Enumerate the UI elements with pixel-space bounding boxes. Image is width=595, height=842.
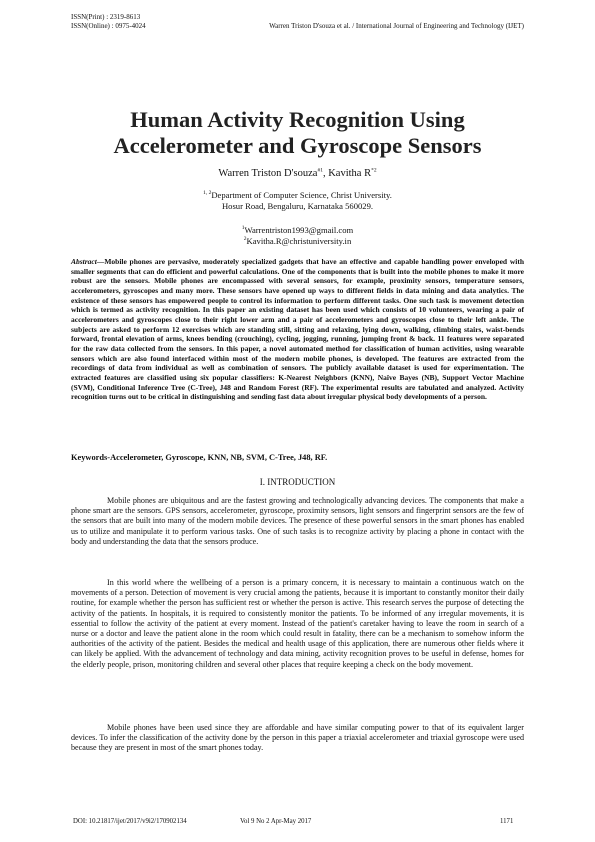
author-emails [70, 225, 525, 247]
body-paragraph: In this world where the wellbeing of a person is a primary concern, it is necessary to maintain a continuous watch on the movements of a person. Detection of movement is very crucial among the patients, because it is important to constantly monitor their daily routine, for example whether the person has sufficient rest or whether the person is active. This research serves the purpose of detecting the activity of the patients. In hospitals, it is required to consistently monitor the patients. To be informed of any irregular movements, it is essential to follow the activity of the patient at every moment. Instead of the patient's caretaker having to leave the room in search of a nurse or a doctor and leave the patient alone in the room which could result in fatality, there can be a mechanism to somehow inform the authorities of the activity of the patient. Besides the medical and health usage of this application, there are numerous other fields where it can likely be applied. With the advancement of technology and data mining, activity recognition proves to be useful in defense, homes for the elderly people, prison, monitoring children and several other places that require keeping a check on the body movement. [71, 578, 524, 669]
issn-print: ISSN(Print) : 2319-8613 [71, 13, 141, 21]
title-line-2: Accelerometer and Gyroscope Sensors [113, 133, 482, 158]
abstract-text: Mobile phones are pervasive, moderately specialized gadgets that have an effective and capable handling power enveloped with smaller segments that can do efficient and powerful calculations. One of the components that is built into the mobile phones to make it more robust are the sensors. Mobile phones are encompassed with several sensors, for example, proximity sensors, temperature sensors, accelerometers, gyroscopes and many more. These sensors have opened up ways to different fields in data mining and data analytics. The existence of these sensors has empowered people to control its information to perform different tasks. One such task is movement detection which is termed as activity recognition. In this paper an existing dataset has been used which consists of 10 volunteers, wearing a pair of accelerometers and gyroscopes close to their right lower arm and a pair of accelerometers and gyroscopes close to their left ankle. The subjects are asked to perform 12 exercises which are standing still, sitting and relaxing, lying down, walking, climbing stairs, waist-bends forward, frontal elevation of arms, knees bending (crouching), cycling, jogging, running, jumping front & back. 11 features were separated for the raw data collected from the sensors. In this paper, a novel automated method for classification of human activities, using wearable sensors which are also found interfaced within most of the modern mobile phones, is developed. The features are extracted from the recordings of data from individual as well as combination of sensors. The publicly available dataset is used for experimentation. The extracted features are classified using six popular classifiers: K-Nearest Neighbors (KNN), Naïve Bayes (NB), Support Vector Machine (SVM), Conditional Inference Tree (C-Tree), J48 and Random Forest (RF). The experimental results are tabulated and analyzed. Activity recognition turns out to be critical in distinguishing and sending fast data about irregular physical body developments of a person. [71, 257, 524, 402]
email-marker: 1 [241, 225, 245, 232]
email-link[interactable]: Kavitha.R@christuniversity.in [246, 236, 352, 246]
author-marker: #1 [317, 167, 323, 174]
abstract-label: Abstract— [71, 257, 105, 266]
journal-issn [71, 13, 146, 30]
body-paragraph: Mobile phones have been used since they are affordable and have similar computing power to that of its equivalent larger devices. To infer the classification of the activity done by the person in this paper a triaxial accelerometer and triaxial gyroscope were used because they are present in most of the smart phones today. [71, 723, 524, 753]
footer-doi: DOI: 10.21817/ijet/2017/v9i2/170902134 [73, 818, 187, 825]
author-name: Kavitha R [328, 168, 372, 179]
body-paragraph-block [71, 496, 524, 547]
affiliation-department: Department of Computer Science, Christ University. [211, 190, 392, 200]
affiliation-marker: 1, 2 [203, 190, 212, 197]
abstract [71, 257, 524, 402]
email-marker: 2 [243, 236, 247, 243]
keywords: Keywords-Accelerometer, Gyroscope, KNN, NB, SVM, C-Tree, J48, RF. [71, 453, 328, 462]
author-name: Warren Triston D'souza [218, 168, 318, 179]
page-number: 1171 [500, 818, 514, 825]
footer-volume: Vol 9 No 2 Apr-May 2017 [240, 818, 312, 825]
author-marker: *2 [371, 167, 377, 174]
body-paragraph-block [71, 723, 524, 754]
affiliation-address: Hosur Road, Bengaluru, Karnataka 560029. [221, 201, 374, 211]
affiliation [70, 190, 525, 212]
running-header: Warren Triston D'souza et al. / International Journal of Engineering and Technology (IJET) [269, 21, 524, 30]
email-link[interactable]: Warrentriston1993@gmail.com [244, 225, 354, 235]
issn-online: ISSN(Online) : 0975-4024 [71, 21, 146, 30]
section-heading: I. INTRODUCTION [259, 477, 336, 487]
paper-title [70, 107, 525, 159]
author-separator: , [322, 168, 329, 179]
title-line-1: Human Activity Recognition Using [130, 107, 465, 132]
body-paragraph-block [71, 578, 524, 670]
body-paragraph: Mobile phones are ubiquitous and are the fastest growing and technologically advancing devices. The components that make a phone smart are the sensors. GPS sensors, accelerometer, gyroscope, proximity sensors, light sensors and fingerprint sensors are the few of the sensors that are built into many of the modern mobile devices. The presence of these powerful sensors in the smart phones has enabled us to utilize and manipulate it to perform various tasks. One of such tasks is to recognize activity by placing a phone in contact with the body and understanding the data that the sensors produce. [71, 496, 524, 546]
author-list [70, 168, 525, 180]
